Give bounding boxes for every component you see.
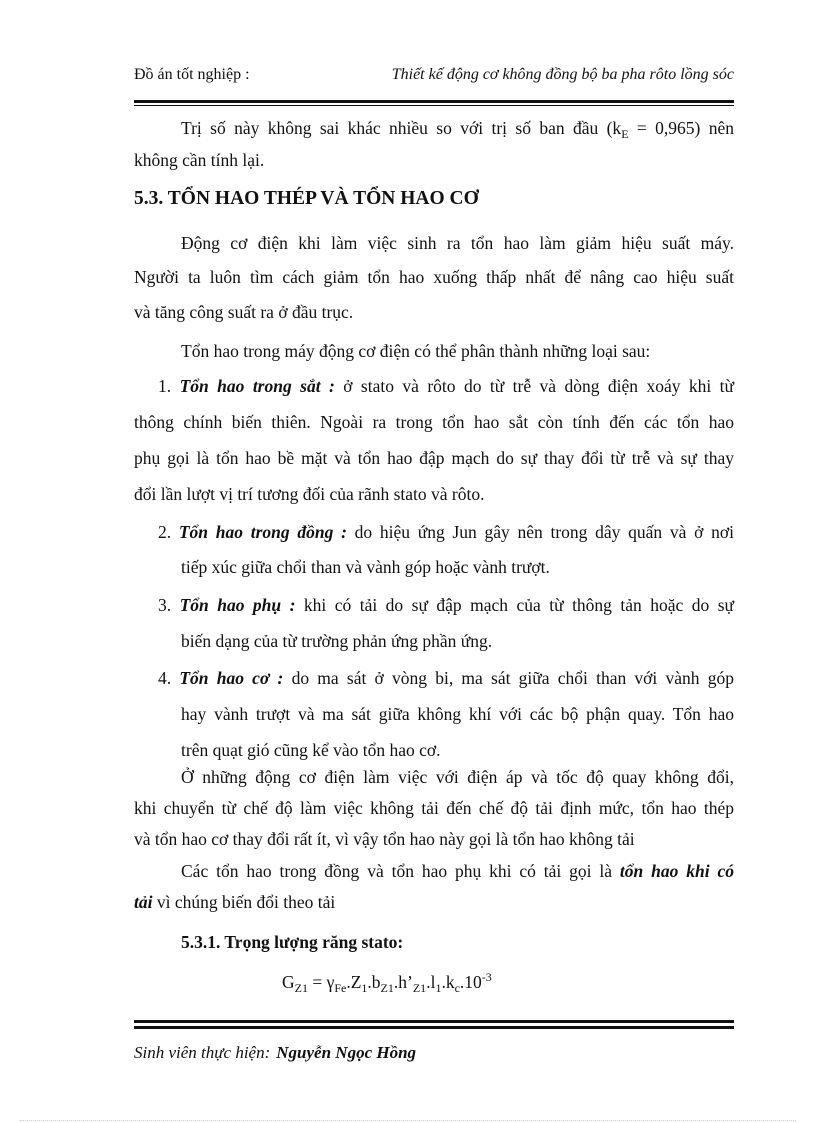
list-item-2-line2: tiếp xúc giữa chổi than và vành góp hoặc vành trượt. xyxy=(181,557,550,577)
list-item-1-line1: 1. Tổn hao trong sắt : ở stato và rôto do từ trễ và dòng điện xoáy khi từ xyxy=(158,376,735,396)
para5-line2: tải vì chúng biến đổi theo tải xyxy=(134,892,336,912)
para4-line1: Ở những động cơ điện làm việc với điện áp và tốc độ quay không đổi, xyxy=(181,767,734,787)
list-item-3-line1: 3. Tổn hao phụ : khi có tải do sự đập mạch của từ thông tản hoặc do sự xyxy=(158,595,734,615)
subsection-title: 5.3.1. Trọng lượng răng stato: xyxy=(181,932,404,952)
footer-rule-thick-bottom xyxy=(134,1026,734,1029)
page-footer xyxy=(134,1043,416,1063)
list-item-2-line1: 2. Tổn hao trong đồng : do hiệu ứng Jun gây nên trong dây quấn và ở nơi xyxy=(158,522,734,542)
list-item-4-line1: 4. Tổn hao cơ : do ma sát ở vòng bi, ma sát giữa chổi than với vành góp xyxy=(158,668,734,688)
para3-line1: Tổn hao trong máy động cơ điện có thể phân thành những loại sau: xyxy=(181,341,651,361)
section-title: 5.3. TỔN HAO THÉP VÀ TỔN HAO CƠ xyxy=(134,188,479,209)
para2-line3: và tăng công suất ra ở đầu trục. xyxy=(134,302,354,322)
list-item-1-line3: phụ gọi là tổn hao bề mặt và tổn hao đập mạch do sự thay đổi từ trễ và sự thay xyxy=(134,448,734,468)
list-item-4-line3: trên quạt gió cũng kể vào tổn hao cơ. xyxy=(181,740,441,760)
para2-line2: Người ta luôn tìm cách giảm tổn hao xuống thấp nhất để nâng cao hiệu suất xyxy=(134,267,734,287)
para4-line2: khi chuyển từ chế độ làm việc không tải đến chế độ tải định mức, tổn hao thép xyxy=(134,798,734,818)
para4-line3: và tổn hao cơ thay đổi rất ít, vì vậy tổn hao này gọi là tổn hao không tải xyxy=(134,829,635,849)
header-left: Đồ án tốt nghiệp : xyxy=(134,66,250,83)
para1-line1: Trị số này không sai khác nhiều so với trị số ban đầu $(k_E = 0,965)$ nên xyxy=(181,118,734,141)
footer-label: Sinh viên thực hiện: xyxy=(134,1043,271,1062)
formula-stator-tooth-weight: $G_{Z1}$ = $\gamma_{Fe}.Z_1.b_{Z1}.h’_{Z1}.l_1.k_c.10^{-3}$ xyxy=(282,970,492,995)
header-rule-thick xyxy=(134,100,734,103)
list-item-1-line2: thông chính biến thiên. Ngoài ra trong tổn hao sắt còn tính đến các tổn hao xyxy=(134,412,734,432)
page-bottom-border xyxy=(20,1120,796,1121)
para5-line1: Các tổn hao trong đồng và tổn hao phụ khi có tải gọi là tổn hao khi có xyxy=(181,861,734,881)
list-item-3-line2: biến dạng của từ trường phản ứng phần ứng. xyxy=(181,631,493,651)
para2-line1: Động cơ điện khi làm việc sinh ra tổn hao làm giảm hiệu suất máy. xyxy=(181,233,734,253)
footer-author-name: Nguyễn Ngọc Hồng xyxy=(276,1043,417,1062)
list-item-4-line2: hay vành trượt và ma sát giữa không khí với các bộ phận quay. Tổn hao xyxy=(181,704,734,724)
footer-rule-thick-top xyxy=(134,1020,734,1023)
page-header xyxy=(134,66,734,88)
para1-line2: không cần tính lại. xyxy=(134,150,265,170)
header-rule-thin xyxy=(134,105,734,106)
list-item-1-line4: đổi lần lượt vị trí tương đối của rãnh stato và rôto. xyxy=(134,484,485,504)
header-right: Thiết kế động cơ không đồng bộ ba pha rôto lồng sóc xyxy=(391,66,734,83)
